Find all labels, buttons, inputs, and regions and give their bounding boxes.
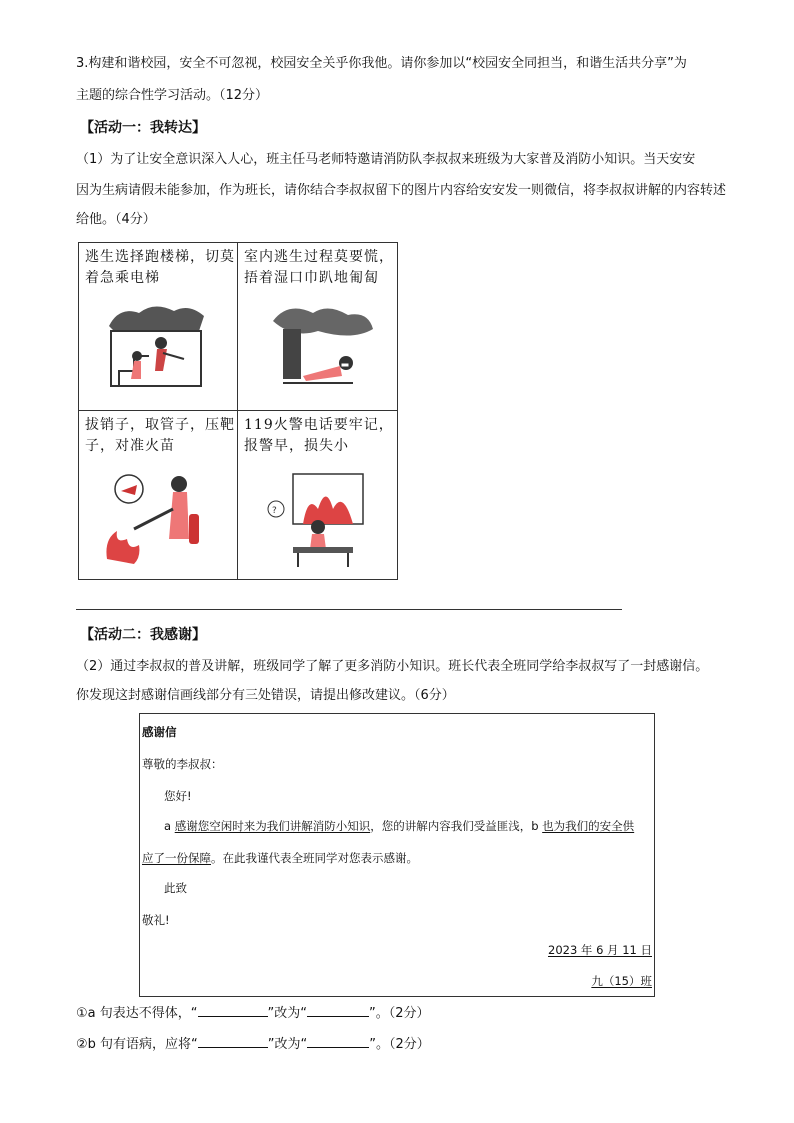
- panel-caption: 119火警电话要牢记，报警早，损失小: [244, 417, 394, 454]
- activity2-heading: 【活动二：我感谢】: [80, 627, 206, 643]
- activity1-question-line-2: 因为生病请假未能参加，作为班长，请你结合李叔叔留下的图片内容给安安发一则微信，将李叔叔讲解的内容转述: [76, 183, 727, 198]
- activity1-question-line-1: （1）为了让安全意识深入人心，班主任马老师特邀请消防队李叔叔来班级为大家普及消防小知识。当天安安: [76, 152, 696, 167]
- letter-signature: 九（15）班: [591, 974, 652, 988]
- activity2-question-line-1: （2）通过李叔叔的普及讲解，班级同学了解了更多消防小知识。班长代表全班同学给李叔叔写了一封感谢信。: [76, 659, 709, 674]
- panel-phone: [238, 411, 397, 579]
- answer-item-1-suffix: ”。（2分）: [368, 1006, 430, 1021]
- answer-item-2: [76, 1035, 756, 1055]
- question-intro-line-1: 3.构建和谐校园，安全不可忽视，校园安全关乎你我他。请你参加以“校园安全同担当，和谐生活共分享”为: [76, 56, 687, 71]
- answer-item-2-middle: ”改为“: [267, 1037, 308, 1052]
- answer-item-1-middle: ”改为“: [267, 1006, 307, 1021]
- sentence-b-underlined-part1: 也为我们的安全供: [542, 819, 635, 833]
- answer-item-1-prefix: ①a 句表达不得体，“: [76, 1006, 198, 1021]
- letter-body-middle: ，您的讲解内容我们受益匪浅，b: [370, 819, 543, 833]
- svg-text:?: ?: [272, 506, 277, 516]
- fire-extinguisher-illustration: [99, 469, 219, 569]
- letter-body-line-2: [142, 850, 418, 866]
- answer-blank-2b[interactable]: [307, 1035, 369, 1048]
- answer-blank-2a[interactable]: [198, 1035, 268, 1048]
- phone-call-fire-illustration: [258, 469, 378, 569]
- thank-you-letter: [139, 713, 655, 997]
- fire-safety-picture-grid: [78, 242, 398, 580]
- question-intro-line-2: 主题的综合性学习活动。（12分）: [76, 88, 269, 103]
- letter-date: 2023 年 6 月 11 日: [548, 943, 652, 957]
- sentence-a-label: a: [164, 819, 175, 833]
- activity1-heading: 【活动一：我转达】: [80, 120, 206, 136]
- activity2-question-line-2: 你发现这封感谢信画线部分有三处错误，请提出修改建议。（6分）: [76, 688, 455, 703]
- answer-item-2-suffix: ”。（2分）: [369, 1037, 430, 1052]
- answer-blank-1b[interactable]: [307, 1004, 369, 1017]
- letter-title: 感谢信: [142, 725, 177, 739]
- panel-caption: 拔销子，取管子，压靶子，对准火苗: [85, 417, 235, 454]
- section-divider: [76, 609, 622, 610]
- letter-closing-2: 敬礼!: [142, 913, 170, 927]
- panel-caption: 室内逃生过程莫要慌，捂着湿口巾趴地匍匐: [244, 249, 394, 286]
- crawl-smoke-illustration: [258, 301, 378, 401]
- answer-item-2-prefix: ②b 句有语病，应将“: [76, 1037, 198, 1052]
- panel-stairs: [79, 243, 238, 411]
- panel-crawl: [238, 243, 397, 411]
- letter-closing-1: 此致: [164, 881, 187, 895]
- letter-body-line-1: [164, 818, 634, 834]
- answer-blank-1a[interactable]: [198, 1004, 268, 1017]
- letter-greeting: 您好!: [164, 789, 192, 803]
- sentence-a-underlined: 感谢您空闲时来为我们讲解消防小知识: [174, 819, 371, 833]
- letter-body-end: 。在此我谨代表全班同学对您表示感谢。: [211, 851, 418, 865]
- stairs-escape-illustration: [99, 301, 219, 401]
- answer-item-1: [76, 1004, 756, 1024]
- panel-caption: 逃生选择跑楼梯，切莫着急乘电梯: [85, 249, 235, 286]
- activity1-question-line-3: 给他。（4分）: [76, 212, 156, 227]
- sentence-b-underlined-part2: 应了一份保障: [142, 851, 211, 865]
- letter-salutation: 尊敬的李叔叔：: [142, 757, 223, 771]
- panel-extinguisher: [79, 411, 238, 579]
